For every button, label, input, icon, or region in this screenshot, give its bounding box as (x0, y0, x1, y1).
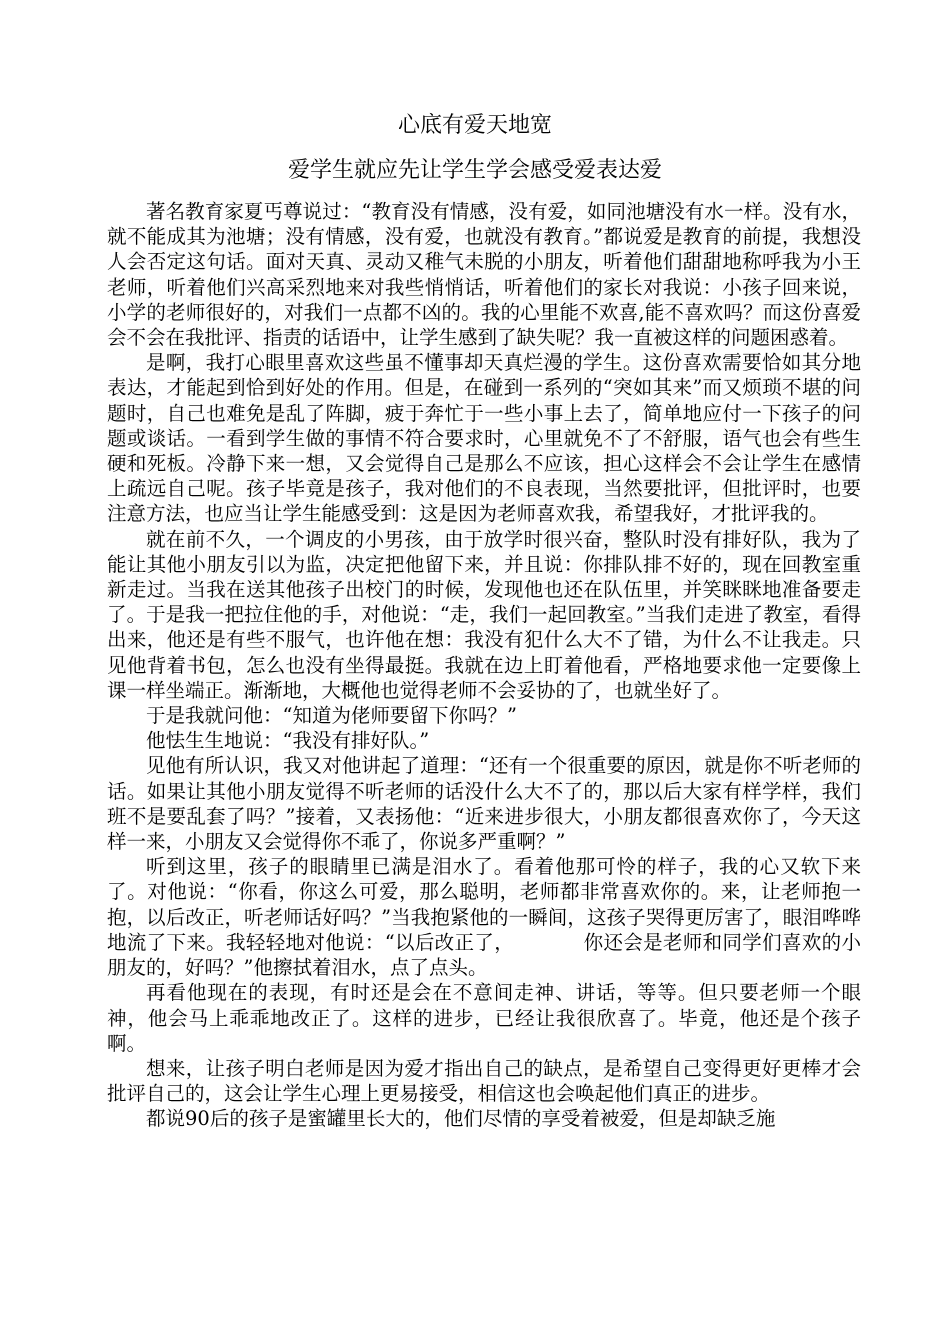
paragraph: 见他有所认识，我又对他讲起了道理：“还有一个很重要的原因，就是你不听老师的话。如果让其他小朋友觉得不听老师的话没什么大不了的，那以后大家有样学样，我们班不是要乱套了吗？”接着，又表扬他：“近来进步很大，小朋友都很喜欢你了，今天这样一来，小朋友又会觉得你不乖了，你说多严重啊？” (107, 754, 861, 854)
paragraph: 再看他现在的表现，有时还是会在不意间走神、讲话，等等。但只要老师一个眼神，他会马上乖乖地改正了。这样的进步，已经让我很欣喜了。毕竟，他还是个孩子啊。 (107, 981, 861, 1055)
document-subtitle: 爱学生就应先让学生学会感受爱表达爱 (287, 158, 662, 183)
paragraph: 听到这里，孩子的眼睛里已满是泪水了。看着他那可怜的样子，我的心又软下来了。对他说：“你看，你这么可爱，那么聪明，老师都非常喜欢你的。来，让老师抱一抱，以后改正，听老师话好吗？”当我抱紧他的一瞬间，这孩子哭得更厉害了，眼泪哗哗地流了下来。我轻轻地对他说：“以后改正了， 你还会是老师和同学们喜欢的小朋友的，好吗？”他擦拭着泪水，点了点头。 (107, 855, 861, 980)
paragraph: 于是我就问他：“知道为佬师要留下你吗？” (146, 704, 517, 728)
paragraph: 著名教育家夏丐尊说过：“教育没有情感，没有爱，如同池塘没有水一样。没有水，就不能成其为池塘；没有情感，没有爱，也就没有教育。”都说爱是教育的前提，我想没人会否定这句话。面对天真、灵动又稚气未脱的小朋友，听着他们甜甜地称呼我为小王老师，听着他们兴高采烈地来对我些悄悄话，听着他们的家长对我说：小孩子回来说，小学的老师很好的，对我们一点都不凶的。我的心里能不欢喜,能不喜欢吗？而这份喜爱会不会在我批评、指责的话语中，让学生感到了缺失呢？我一直被这样的问题困惑着。 (107, 200, 861, 350)
paragraph: 就在前不久，一个调皮的小男孩，由于放学时很兴奋，整队时没有排好队，我为了能让其他小朋友引以为监，决定把他留下来，并且说：你排队排不好的，现在回教室重新走过。当我在送其他孩子出校门的时候，发现他也还在队伍里，并笑眯眯地准备要走了。于是我一把拉住他的手，对他说：“走，我们一起回教室。”当我们走进了教室，看得出来，他还是有些不服气，也许他在想：我没有犯什么大不了错，为什么不让我走。只见他背着书包，怎么也没有坐得最挺。我就在边上盯着他看，严格地要求他一定要像上课一样坐端正。渐渐地，大概他也觉得老师不会妥协的了，也就坐好了。 (107, 527, 861, 702)
document-body (107, 199, 861, 1132)
paragraph: 都说90后的孩子是蜜罐里长大的，他们尽情的享受着被爱，但是却缺乏施 (146, 1107, 776, 1131)
paragraph: 是啊，我打心眼里喜欢这些虽不懂事却天真烂漫的学生。这份喜欢需要恰如其分地表达，才能起到恰到好处的作用。但是，在碰到一系列的“突如其来”而又烦琐不堪的问题时，自己也难免是乱了阵脚，疲于奔忙于一些小事上去了，简单地应付一下孩子的问题或谈话。一看到学生做的事情不符合要求时，心里就免不了不舒服，语气也会有些生硬和死板。冷静下来一想，又会觉得自己是那么不应该，担心这样会不会让学生在感情上疏远自己呢。孩子毕竟是孩子，我对他们的不良表现，当然要批评，但批评时，也要注意方法，也应当让学生能感受到：这是因为老师喜欢我，希望我好，才批评我的。 (107, 351, 861, 526)
paragraph: 想来，让孩子明白老师是因为爱才指出自己的缺点，是希望自己变得更好更棒才会批评自己的，这会让学生心理上更易接受，相信这也会唤起他们真正的进步。 (107, 1056, 861, 1106)
document-title: 心底有爱天地宽 (397, 113, 552, 138)
paragraph: 他怯生生地说：“我没有排好队。” (146, 729, 430, 753)
